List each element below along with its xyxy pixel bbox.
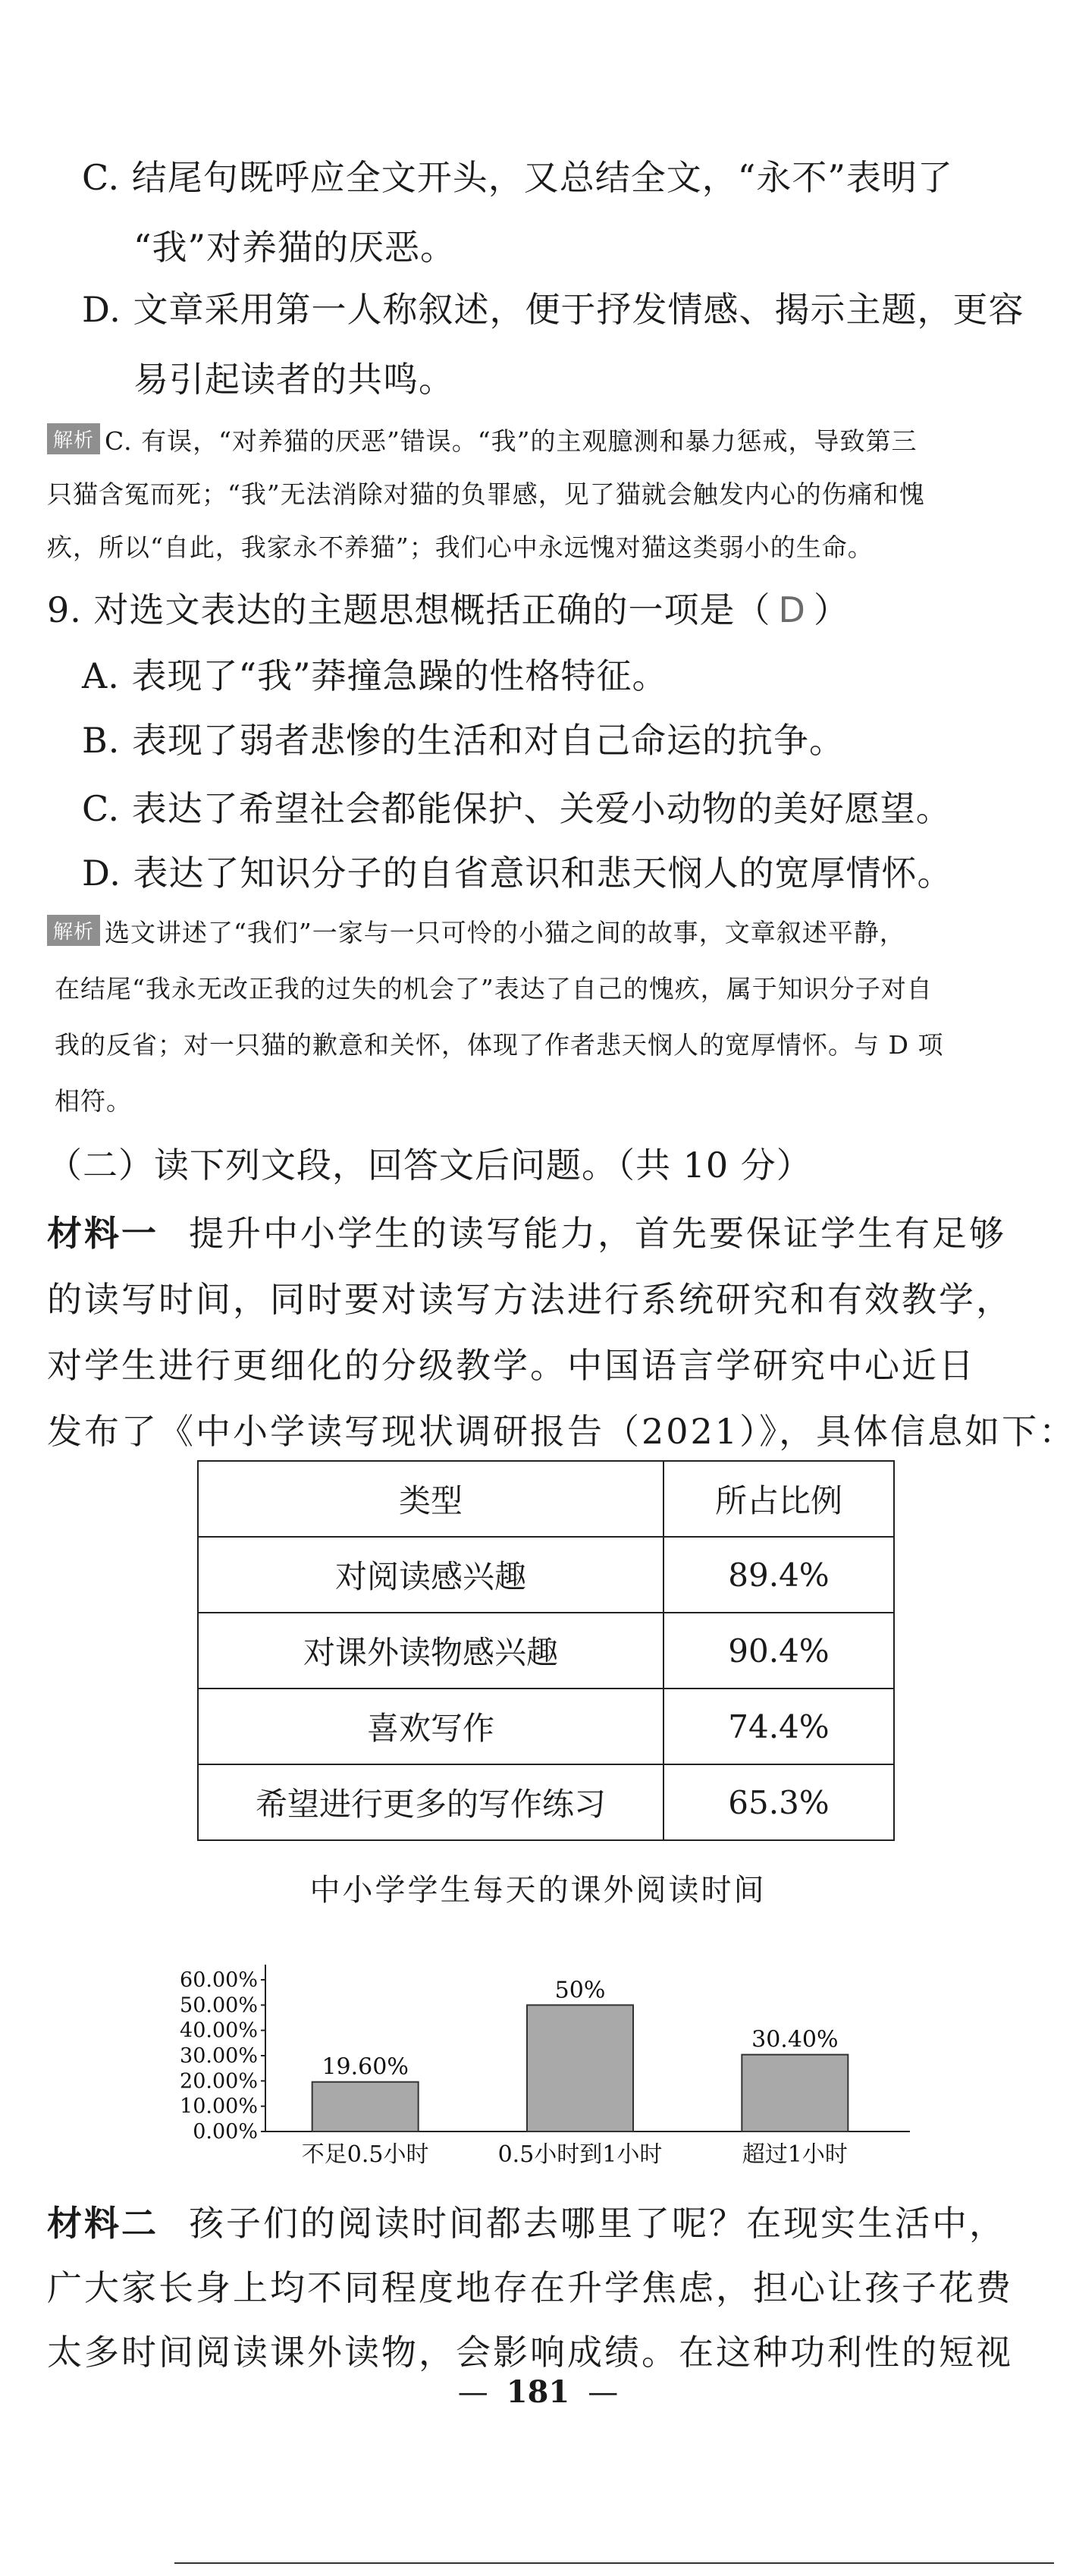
material2-text1: 孩子们的阅读时间都去哪里了呢？在现实生活中， (189, 2203, 1006, 2244)
q9-stem-text: 9. 对选文表达的主题思想概括正确的一项是（ (47, 589, 771, 630)
bar (527, 2005, 633, 2131)
q9-option-b: B. 表现了弱者悲惨的生活和对自己命运的抗争。 (82, 720, 845, 761)
y-tick-label: 40.00% (180, 2018, 258, 2043)
material1-label: 材料一 (47, 1213, 158, 1254)
table-row (198, 1689, 894, 1764)
page-dash-right: — (588, 2375, 619, 2410)
table-header-ratio: 所占比例 (663, 1461, 894, 1537)
q8-explanation-text1: C. 有误，“对养猫的厌恶”错误。“我”的主观臆测和暴力惩戒，导致第三 (105, 426, 918, 456)
table-cell-type: 喜欢写作 (198, 1689, 663, 1764)
page-number-value: 181 (506, 2374, 570, 2410)
material1-line3: 对学生进行更细化的分级教学。中国语言学研究中心近日 (47, 1345, 976, 1386)
q9-explanation-line1 (47, 913, 905, 949)
explanation-tag: 解析 (47, 915, 100, 946)
bar-value-label: 19.60% (322, 2053, 409, 2081)
table-cell-ratio: 90.4% (663, 1613, 894, 1689)
table-row (198, 1613, 894, 1689)
y-tick-label: 50.00% (180, 1993, 258, 2018)
q8-explanation-line2: 只猫含冤而死；“我”无法消除对猫的负罪感，见了猫就会触发内心的伤痛和愧 (47, 479, 925, 509)
material1-line4: 发布了《中小学读写现状调研报告（2021）》，具体信息如下： (47, 1411, 1076, 1452)
page-number (0, 2374, 1076, 2410)
q8-option-d-line1: D. 文章采用第一人称叙述，便于抒发情感、揭示主题，更容 (82, 289, 1024, 330)
q8-explanation-line3: 疚，所以“自此，我家永不养猫”；我们心中永远愧对猫这类弱小的生命。 (47, 532, 874, 562)
q8-option-c-line1: C. 结尾句既呼应全文开头，又总结全文，“永不”表明了 (82, 157, 953, 198)
survey-table (197, 1460, 895, 1841)
table-cell-ratio: 65.3% (663, 1764, 894, 1840)
bottom-rule (174, 2562, 1054, 2564)
x-category-label: 超过1小时 (742, 2141, 848, 2168)
y-tick-label: 10.00% (180, 2094, 258, 2119)
q9-stem-close: ） (813, 589, 849, 630)
table-cell-type: 对阅读感兴趣 (198, 1537, 663, 1613)
q9-explanation-line3: 我的反省；对一只猫的歉意和关怀，体现了作者悲天悯人的宽厚情怀。与 D 项 (55, 1030, 944, 1060)
q9-stem (47, 583, 849, 633)
bar-value-label: 50% (554, 1977, 606, 2004)
material2-line1 (47, 2196, 1006, 2246)
x-category-label: 0.5小时到1小时 (497, 2141, 663, 2168)
page-dash-left: — (457, 2375, 488, 2410)
q9-answer: D (778, 589, 806, 630)
q8-option-c-line2: “我”对养猫的厌恶。 (133, 227, 456, 268)
bar (312, 2082, 419, 2131)
table-cell-type: 对课外读物感兴趣 (198, 1613, 663, 1689)
table-cell-ratio: 89.4% (663, 1537, 894, 1613)
material1-text1: 提升中小学生的读写能力，首先要保证学生有足够 (189, 1213, 1006, 1254)
x-category-label: 不足0.5小时 (301, 2141, 429, 2168)
q8-option-d-line2: 易引起读者的共鸣。 (133, 359, 454, 400)
table-header-type: 类型 (198, 1461, 663, 1537)
y-tick-label: 30.00% (180, 2044, 258, 2068)
explanation-tag: 解析 (47, 423, 100, 454)
bar (742, 2055, 848, 2131)
material2-line3: 太多时间阅读课外读物，会影响成绩。在这种功利性的短视 (47, 2332, 1013, 2373)
table-row (198, 1537, 894, 1613)
bar-chart (152, 1942, 955, 2169)
table-header-row (198, 1461, 894, 1537)
q9-option-c: C. 表达了希望社会都能保护、关爱小动物的美好愿望。 (82, 788, 952, 829)
y-tick-label: 0.00% (193, 2120, 258, 2144)
q9-explanation-line4: 相符。 (55, 1086, 132, 1116)
table-cell-ratio: 74.4% (663, 1689, 894, 1764)
q9-option-a: A. 表现了“我”莽撞急躁的性格特征。 (82, 655, 668, 696)
material1-line1 (47, 1206, 1006, 1256)
material1-line2: 的读写时间，同时要对读写方法进行系统研究和有效教学， (47, 1279, 1013, 1320)
q9-explanation-text1: 选文讲述了“我们”一家与一只可怜的小猫之间的故事，文章叙述平静， (105, 918, 905, 947)
material2-line2: 广大家长身上均不同程度地存在升学焦虑，担心让孩子花费 (47, 2267, 1013, 2308)
table-row (198, 1764, 894, 1840)
chart-title: 中小学学生每天的课外阅读时间 (309, 1873, 767, 1908)
q9-option-d: D. 表达了知识分子的自省意识和悲天悯人的宽厚情怀。 (82, 853, 953, 894)
q8-explanation-line1 (47, 422, 918, 457)
section2-heading: （二）读下列文段，回答文后问题。（共 10 分） (47, 1145, 812, 1186)
y-tick-label: 60.00% (180, 1968, 258, 1992)
material2-label: 材料二 (47, 2203, 158, 2244)
q9-explanation-line2: 在结尾“我永无改正我的过失的机会了”表达了自己的愧疚，属于知识分子对自 (55, 974, 933, 1004)
table-cell-type: 希望进行更多的写作练习 (198, 1764, 663, 1840)
y-tick-label: 20.00% (180, 2069, 258, 2094)
bar-value-label: 30.40% (751, 2026, 839, 2053)
